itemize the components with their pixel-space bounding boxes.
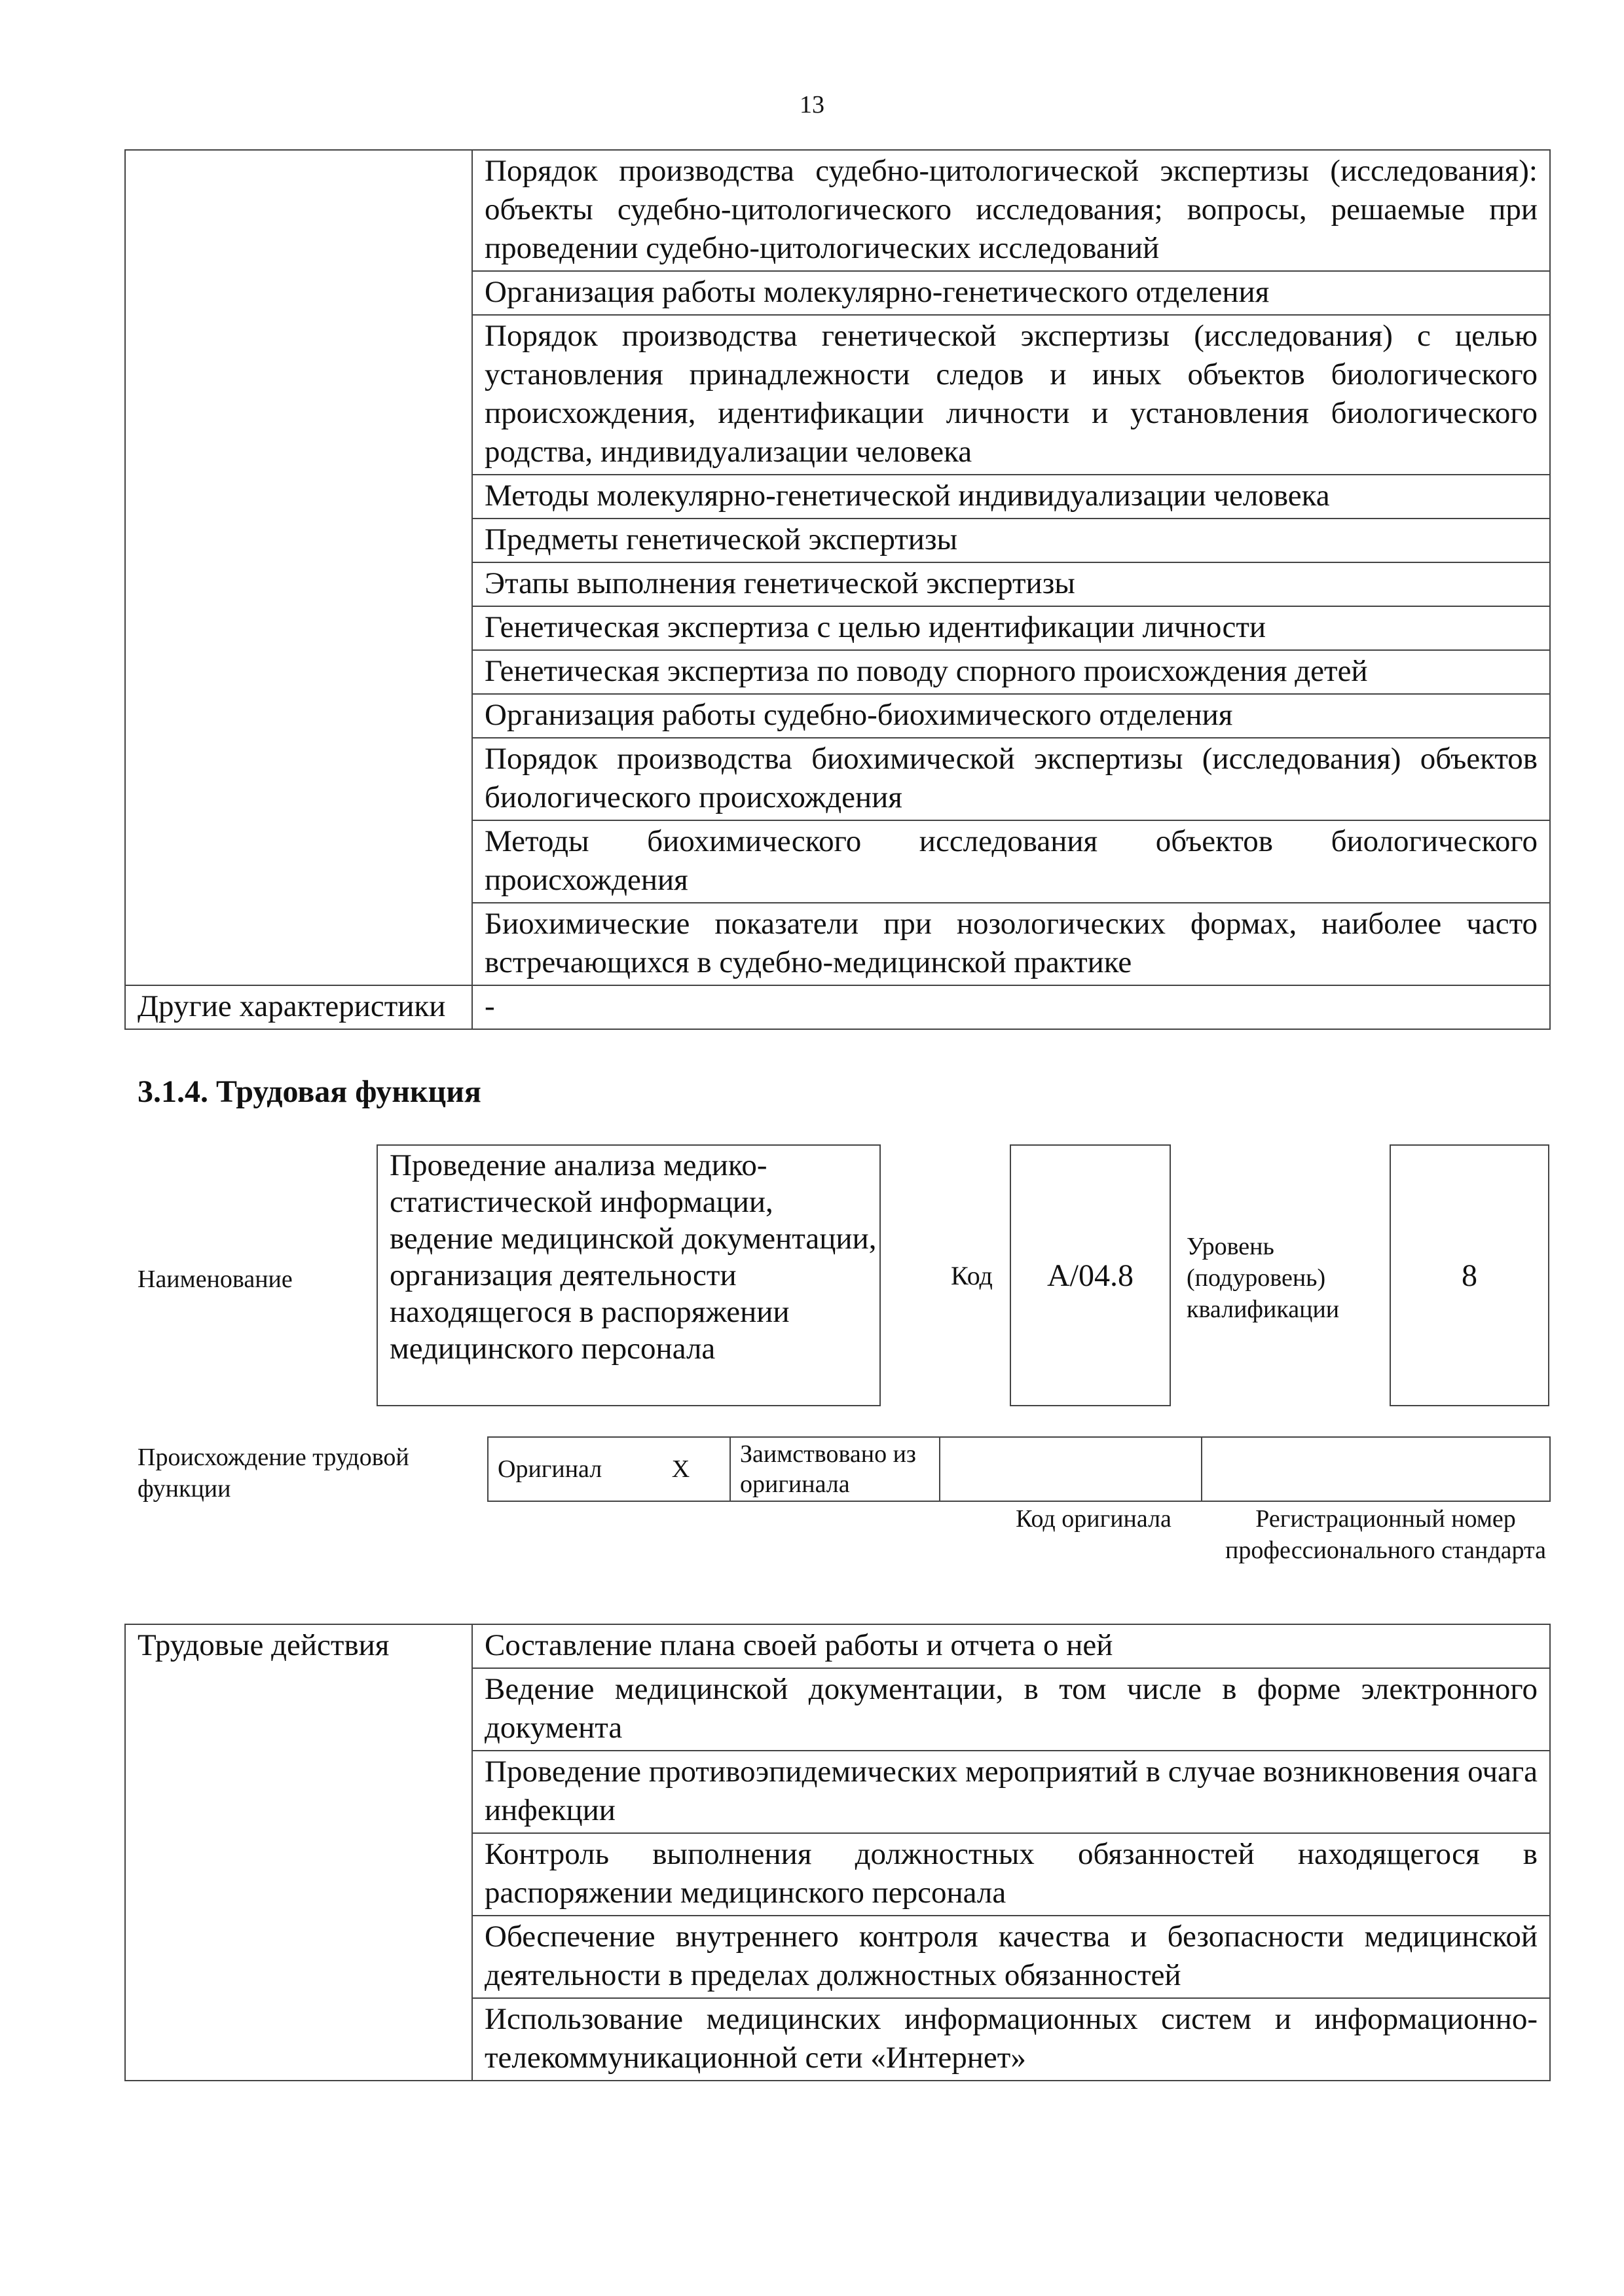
- table-cell: Порядок производства генетической экспертизы (исследования) с целью установления принадлежности следов и иных объектов биологического происхождения, идентификации личности и установления биологического родства, индивидуализации человека: [472, 315, 1550, 475]
- origin-table: [487, 1436, 1551, 1502]
- table-cell: Организация работы судебно-биохимического отделения: [472, 694, 1550, 738]
- registration-number-caption: Регистрационный номер профессионального стандарта: [1225, 1505, 1546, 1564]
- registration-number-cell: [1202, 1437, 1550, 1501]
- table-cell: Использование медицинских информационных систем и информационно-телекоммуникационной сети «Интернет»: [472, 1998, 1550, 2081]
- original-code-cell: [940, 1437, 1202, 1501]
- original-label: Оригинал: [488, 1437, 632, 1501]
- table-cell: Составление плана своей работы и отчета о ней: [472, 1624, 1550, 1668]
- table-cell: Этапы выполнения генетической экспертизы: [472, 562, 1550, 606]
- knowledge-label-cell: [125, 150, 472, 985]
- borrowed-label: Заимствовано из оригинала: [730, 1437, 940, 1501]
- other-characteristics-label: Другие характеристики: [125, 985, 472, 1029]
- table-cell: Организация работы молекулярно-генетического отделения: [472, 271, 1550, 315]
- qualification-level-box: 8: [1390, 1144, 1549, 1406]
- table-row: [125, 150, 1550, 271]
- table-cell: Порядок производства биохимической экспертизы (исследования) объектов биологического происхождения: [472, 738, 1550, 820]
- table-cell: Ведение медицинской документации, в том числе в форме электронного документа: [472, 1668, 1550, 1751]
- qualification-level-label: Уровень (подуровень) квалификации: [1187, 1233, 1340, 1323]
- code-label: Код: [951, 1261, 993, 1290]
- original-code-caption: Код оригинала: [1016, 1505, 1172, 1533]
- table-cell: Контроль выполнения должностных обязанностей находящегося в распоряжении медицинского персонала: [472, 1833, 1550, 1916]
- table-cell: Проведение противоэпидемических мероприятий в случае возникновения очага инфекции: [472, 1751, 1550, 1833]
- table-cell: Методы биохимического исследования объектов биологического происхождения: [472, 820, 1550, 903]
- table-cell: Генетическая экспертиза по поводу спорного происхождения детей: [472, 650, 1550, 694]
- table-row: [125, 985, 1550, 1029]
- table-cell: Предметы генетической экспертизы: [472, 519, 1550, 562]
- origin-label: Происхождение трудовой функции: [138, 1444, 409, 1503]
- function-name-box: Проведение анализа медико-статистической информации, ведение медицинской документации, организация деятельности находящегося в распоряжении медицинского персонала: [377, 1144, 881, 1406]
- labor-actions-label: Трудовые действия: [125, 1624, 472, 2081]
- table-row: [488, 1437, 1550, 1501]
- table-cell: Методы молекулярно-генетической индивидуализации человека: [472, 475, 1550, 519]
- table-cell: Генетическая экспертиза с целью идентификации личности: [472, 606, 1550, 650]
- table-cell: Биохимические показатели при нозологических формах, наиболее часто встречающихся в судебно-медицинской практике: [472, 903, 1550, 985]
- table-row: [125, 1624, 1550, 1668]
- section-heading: 3.1.4. Трудовая функция: [138, 1074, 481, 1109]
- page-number: 13: [800, 91, 824, 118]
- other-characteristics-value: -: [472, 985, 1550, 1029]
- original-mark: X: [632, 1437, 730, 1501]
- table-cell: Обеспечение внутреннего контроля качества и безопасности медицинской деятельности в пределах должностных обязанностей: [472, 1916, 1550, 1998]
- code-value-box: A/04.8: [1010, 1144, 1171, 1406]
- table-cell: Порядок производства судебно-цитологической экспертизы (исследования): объекты судебно-цитологического исследования; вопросы, решаемые при проведении судебно-цитологических исследований: [472, 150, 1550, 271]
- name-label: Наименование: [138, 1266, 293, 1293]
- knowledge-table: [124, 149, 1551, 1030]
- labor-actions-table: [124, 1624, 1551, 2081]
